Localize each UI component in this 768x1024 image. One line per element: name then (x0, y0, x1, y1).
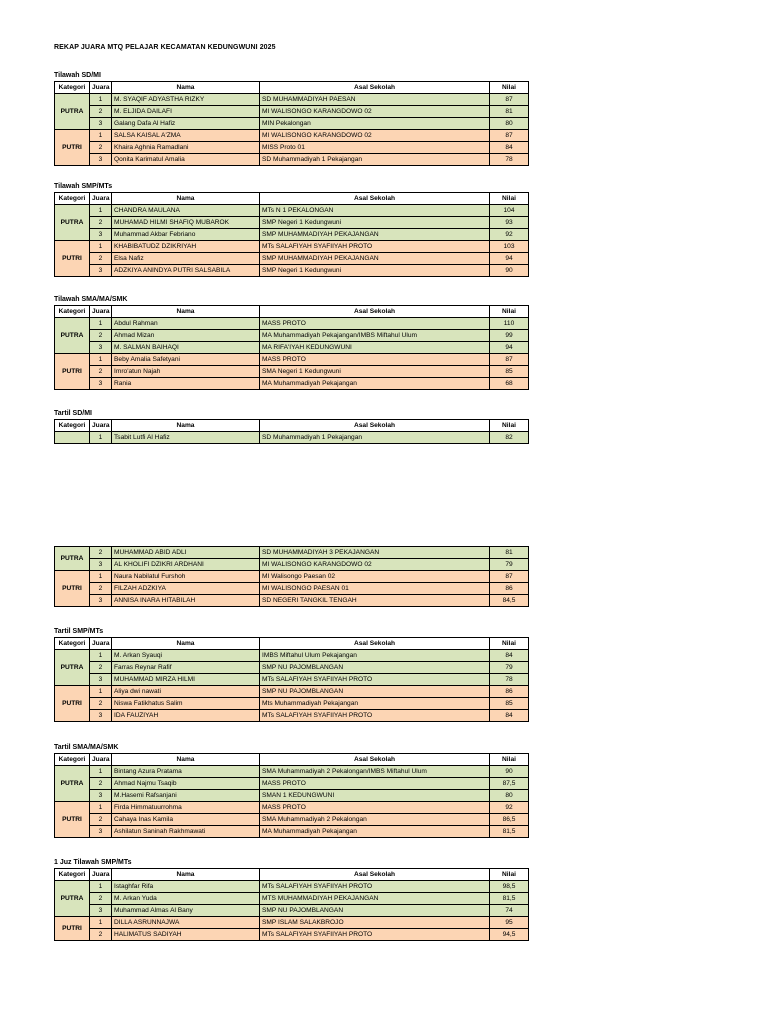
header-nama: Nama (112, 193, 260, 205)
juara-cell: 2 (90, 366, 112, 378)
nilai-cell: 92 (490, 802, 529, 814)
asal-sekolah-cell: SD Muhammadiyah 1 Pekajangan (260, 154, 490, 166)
nama-cell: M.Hasemi Rafsanjani (112, 790, 260, 802)
nama-cell: Imro'atun Najah (112, 366, 260, 378)
table-row (55, 778, 529, 790)
header-nama: Nama (112, 638, 260, 650)
asal-sekolah-cell: MASS PROTO (260, 802, 490, 814)
nilai-cell: 79 (490, 662, 529, 674)
table-row (55, 154, 529, 166)
juara-cell: 3 (90, 674, 112, 686)
table-row (55, 330, 529, 342)
nilai-cell: 84 (490, 710, 529, 722)
juara-cell: 2 (90, 778, 112, 790)
asal-sekolah-cell: MASS PROTO (260, 354, 490, 366)
kategori-cell: PUTRA (55, 766, 90, 802)
table-row (55, 106, 529, 118)
table-row (55, 130, 529, 142)
table-row (55, 929, 529, 941)
nama-cell: Muhammad Almas Al Bany (112, 905, 260, 917)
asal-sekolah-cell: SMP NU PAJOMBLANGAN (260, 905, 490, 917)
juara-cell: 3 (90, 559, 112, 571)
asal-sekolah-cell: SMP ISLAM SALAKBROJO (260, 917, 490, 929)
table-row (55, 917, 529, 929)
juara-cell: 2 (90, 217, 112, 229)
kategori-cell: PUTRI (55, 241, 90, 277)
asal-sekolah-cell: SD Muhammadiyah 1 Pekajangan (260, 432, 490, 444)
nilai-cell: 78 (490, 674, 529, 686)
juara-cell: 3 (90, 710, 112, 722)
table-row (55, 253, 529, 265)
juara-cell: 1 (90, 205, 112, 217)
table-row (55, 571, 529, 583)
nilai-cell: 80 (490, 118, 529, 130)
nama-cell: M. Arkan Yuda (112, 893, 260, 905)
juara-cell: 2 (90, 698, 112, 710)
section-title: Tartil SMP/MTs (54, 628, 104, 635)
table-row (55, 142, 529, 154)
juara-cell: 1 (90, 881, 112, 893)
result-section (54, 857, 528, 941)
juara-cell: 2 (90, 662, 112, 674)
asal-sekolah-cell: MTs N 1 PEKALONGAN (260, 205, 490, 217)
result-section (54, 294, 528, 390)
asal-sekolah-cell: SMP NU PAJOMBLANGAN (260, 662, 490, 674)
result-section (54, 742, 528, 838)
result-section (54, 546, 528, 607)
nama-cell: Cahaya Inas Kamila (112, 814, 260, 826)
table-row (55, 265, 529, 277)
asal-sekolah-cell: MA Muhammadiyah Pekajangan (260, 826, 490, 838)
asal-sekolah-cell: SMP Negeri 1 Kedungwuni (260, 265, 490, 277)
nama-cell: Ahmad Mizan (112, 330, 260, 342)
results-table (54, 192, 529, 277)
table-row (55, 432, 529, 444)
section-title: Tartil SMA/MA/SMK (54, 744, 119, 751)
asal-sekolah-cell: MI WALISONGO PAESAN 01 (260, 583, 490, 595)
section-title: 1 Juz Tilawah SMP/MTs (54, 859, 132, 866)
nilai-cell: 90 (490, 766, 529, 778)
asal-sekolah-cell: SMP NU PAJOMBLANGAN (260, 686, 490, 698)
nilai-cell: 80 (490, 790, 529, 802)
nama-cell: Qonita Karimatul Amalia (112, 154, 260, 166)
juara-cell: 1 (90, 766, 112, 778)
table-header-row (55, 420, 529, 432)
table-row (55, 318, 529, 330)
juara-cell: 1 (90, 432, 112, 444)
nama-cell: KHABIBATUDZ DZIKRIYAH (112, 241, 260, 253)
header-kategori: Kategori (55, 754, 90, 766)
nama-cell: Elsa Nafiz (112, 253, 260, 265)
nama-cell: HALIMATUS SADIYAH (112, 929, 260, 941)
header-nilai: Nilai (490, 869, 529, 881)
asal-sekolah-cell: IMBS Miftahul Ulum Pekajangan (260, 650, 490, 662)
asal-sekolah-cell: MTs SALAFIYAH SYAFIIYAH PROTO (260, 881, 490, 893)
juara-cell: 3 (90, 790, 112, 802)
juara-cell: 2 (90, 253, 112, 265)
header-asal-sekolah: Asal Sekolah (260, 82, 490, 94)
table-row (55, 595, 529, 607)
asal-sekolah-cell: SMA Muhammadiyah 2 Pekalongan (260, 814, 490, 826)
asal-sekolah-cell: Mts Muhammadiyah Pekajangan (260, 698, 490, 710)
header-nama: Nama (112, 82, 260, 94)
asal-sekolah-cell: MA Muhammadiyah Pekajangan (260, 378, 490, 390)
asal-sekolah-cell: MA Muhammadiyah Pekajangan/IMBS Miftahul Ulum (260, 330, 490, 342)
juara-cell: 2 (90, 893, 112, 905)
nilai-cell: 82 (490, 432, 529, 444)
results-table (54, 81, 529, 166)
nama-cell: Abdul Rahman (112, 318, 260, 330)
nama-cell: Firda Himmatuurrohma (112, 802, 260, 814)
nilai-cell: 93 (490, 217, 529, 229)
header-asal-sekolah: Asal Sekolah (260, 754, 490, 766)
nilai-cell: 85 (490, 366, 529, 378)
table-header-row (55, 193, 529, 205)
juara-cell: 1 (90, 917, 112, 929)
nama-cell: Beby Amalia Safetyani (112, 354, 260, 366)
nama-cell: DILLA ASRUNNAJWA (112, 917, 260, 929)
asal-sekolah-cell: SMA Negeri 1 Kedungwuni (260, 366, 490, 378)
nilai-cell: 85 (490, 698, 529, 710)
nilai-cell: 86 (490, 583, 529, 595)
header-juara: Juara (90, 82, 112, 94)
asal-sekolah-cell: MISS Proto 01 (260, 142, 490, 154)
table-row (55, 802, 529, 814)
header-juara: Juara (90, 306, 112, 318)
header-asal-sekolah: Asal Sekolah (260, 638, 490, 650)
header-nilai: Nilai (490, 82, 529, 94)
results-table (54, 546, 529, 607)
section-title: Tilawah SMA/MA/SMK (54, 296, 128, 303)
kategori-cell: PUTRI (55, 354, 90, 390)
juara-cell: 2 (90, 547, 112, 559)
nilai-cell: 94 (490, 253, 529, 265)
kategori-cell (55, 432, 90, 444)
table-header-row (55, 82, 529, 94)
juara-cell: 3 (90, 229, 112, 241)
nama-cell: MUHAMMAD MIRZA HILMI (112, 674, 260, 686)
nama-cell: MUHAMAD HILMI SHAFIQ MUBAROK (112, 217, 260, 229)
nilai-cell: 81,5 (490, 893, 529, 905)
juara-cell: 3 (90, 378, 112, 390)
nilai-cell: 110 (490, 318, 529, 330)
nama-cell: Ashilatun Saninah Rakhmawati (112, 826, 260, 838)
table-row (55, 547, 529, 559)
nama-cell: Galang Dafa Al Hafiz (112, 118, 260, 130)
results-table (54, 419, 529, 444)
table-row (55, 905, 529, 917)
table-row (55, 241, 529, 253)
juara-cell: 3 (90, 595, 112, 607)
nilai-cell: 78 (490, 154, 529, 166)
kategori-cell: PUTRA (55, 881, 90, 917)
nilai-cell: 103 (490, 241, 529, 253)
table-row (55, 583, 529, 595)
kategori-cell: PUTRI (55, 802, 90, 838)
table-row (55, 662, 529, 674)
asal-sekolah-cell: SD MUHAMMADIYAH PAESAN (260, 94, 490, 106)
nilai-cell: 87 (490, 354, 529, 366)
nilai-cell: 79 (490, 559, 529, 571)
header-kategori: Kategori (55, 638, 90, 650)
nama-cell: Niswa Fatikhatus Salim (112, 698, 260, 710)
asal-sekolah-cell: MTs SALAFIYAH SYAFIIYAH PROTO (260, 241, 490, 253)
table-row (55, 205, 529, 217)
header-asal-sekolah: Asal Sekolah (260, 193, 490, 205)
header-kategori: Kategori (55, 193, 90, 205)
table-row (55, 118, 529, 130)
result-section (54, 408, 528, 444)
asal-sekolah-cell: MASS PROTO (260, 778, 490, 790)
juara-cell: 1 (90, 686, 112, 698)
header-nama: Nama (112, 754, 260, 766)
results-table (54, 637, 529, 722)
nilai-cell: 98,5 (490, 881, 529, 893)
nama-cell: ANNISA INARA HITABILAH (112, 595, 260, 607)
header-nama: Nama (112, 869, 260, 881)
juara-cell: 2 (90, 330, 112, 342)
kategori-cell: PUTRI (55, 686, 90, 722)
kategori-cell: PUTRA (55, 547, 90, 571)
juara-cell: 2 (90, 583, 112, 595)
juara-cell: 3 (90, 154, 112, 166)
table-row (55, 366, 529, 378)
table-row (55, 342, 529, 354)
nilai-cell: 87,5 (490, 778, 529, 790)
table-row (55, 814, 529, 826)
section-title: Tilawah SMP/MTs (54, 183, 113, 190)
table-header-row (55, 638, 529, 650)
nilai-cell: 92 (490, 229, 529, 241)
nilai-cell: 87 (490, 94, 529, 106)
table-row (55, 698, 529, 710)
asal-sekolah-cell: MIN Pekalongan (260, 118, 490, 130)
nilai-cell: 84 (490, 650, 529, 662)
nama-cell: Bintang Azura Pratama (112, 766, 260, 778)
kategori-cell: PUTRA (55, 205, 90, 241)
table-row (55, 378, 529, 390)
juara-cell: 1 (90, 130, 112, 142)
juara-cell: 1 (90, 241, 112, 253)
nilai-cell: 84 (490, 142, 529, 154)
juara-cell: 3 (90, 826, 112, 838)
juara-cell: 1 (90, 802, 112, 814)
header-kategori: Kategori (55, 306, 90, 318)
juara-cell: 1 (90, 318, 112, 330)
nilai-cell: 81 (490, 106, 529, 118)
nama-cell: Rania (112, 378, 260, 390)
table-row (55, 650, 529, 662)
asal-sekolah-cell: SD NEGERI TANGKIL TENGAH (260, 595, 490, 607)
nama-cell: Aliya dwi nawati (112, 686, 260, 698)
juara-cell: 2 (90, 929, 112, 941)
table-row (55, 94, 529, 106)
header-juara: Juara (90, 754, 112, 766)
nama-cell: Khaira Aghnia Ramadlani (112, 142, 260, 154)
juara-cell: 3 (90, 342, 112, 354)
table-row (55, 881, 529, 893)
nilai-cell: 104 (490, 205, 529, 217)
asal-sekolah-cell: SMP MUHAMMADIYAH PEKAJANGAN (260, 253, 490, 265)
asal-sekolah-cell: MI Walisongo Paesan 02 (260, 571, 490, 583)
kategori-cell: PUTRA (55, 94, 90, 130)
section-title: Tartil SD/MI (54, 410, 92, 417)
juara-cell: 1 (90, 94, 112, 106)
nama-cell: CHANDRA MAULANA (112, 205, 260, 217)
table-row (55, 710, 529, 722)
nilai-cell: 87 (490, 571, 529, 583)
table-row (55, 790, 529, 802)
nilai-cell: 86,5 (490, 814, 529, 826)
nilai-cell: 95 (490, 917, 529, 929)
kategori-cell: PUTRA (55, 650, 90, 686)
table-header-row (55, 869, 529, 881)
nilai-cell: 90 (490, 265, 529, 277)
nama-cell: M. Arkan Syauqi (112, 650, 260, 662)
nama-cell: Ahmad Najmu Tsaqib (112, 778, 260, 790)
asal-sekolah-cell: MA RIFA'IYAH KEDUNGWUNI (260, 342, 490, 354)
table-row (55, 674, 529, 686)
header-asal-sekolah: Asal Sekolah (260, 420, 490, 432)
kategori-cell: PUTRI (55, 571, 90, 607)
table-row (55, 893, 529, 905)
header-nilai: Nilai (490, 420, 529, 432)
nama-cell: IDA FAUZIYAH (112, 710, 260, 722)
header-juara: Juara (90, 869, 112, 881)
juara-cell: 2 (90, 142, 112, 154)
nama-cell: Istaghfar Rifa (112, 881, 260, 893)
nilai-cell: 68 (490, 378, 529, 390)
nilai-cell: 81,5 (490, 826, 529, 838)
nilai-cell: 81 (490, 547, 529, 559)
header-nilai: Nilai (490, 638, 529, 650)
asal-sekolah-cell: MI WALISONGO KARANGDOWO 02 (260, 559, 490, 571)
nama-cell: Tsabit Lutfi Al Hafiz (112, 432, 260, 444)
nilai-cell: 74 (490, 905, 529, 917)
header-nilai: Nilai (490, 754, 529, 766)
header-kategori: Kategori (55, 82, 90, 94)
header-kategori: Kategori (55, 869, 90, 881)
juara-cell: 1 (90, 571, 112, 583)
nilai-cell: 84,5 (490, 595, 529, 607)
nama-cell: M. SYAQIF ADYASTHA RIZKY (112, 94, 260, 106)
nama-cell: ADZKIYA ANINDYA PUTRI SALSABILA (112, 265, 260, 277)
nama-cell: AL KHOLIFI DZIKRI ARDHANI (112, 559, 260, 571)
asal-sekolah-cell: SMP Negeri 1 Kedungwuni (260, 217, 490, 229)
asal-sekolah-cell: MI WALISONGO KARANGDOWO 02 (260, 130, 490, 142)
nilai-cell: 87 (490, 130, 529, 142)
header-juara: Juara (90, 638, 112, 650)
result-section (54, 626, 528, 722)
nama-cell: SALSA KAISAL A'ZMA (112, 130, 260, 142)
juara-cell: 1 (90, 650, 112, 662)
nilai-cell: 86 (490, 686, 529, 698)
asal-sekolah-cell: SMA Muhammadiyah 2 Pekalongan/IMBS Miftahul Ulum (260, 766, 490, 778)
nama-cell: M. SALMAN BAIHAQI (112, 342, 260, 354)
table-row (55, 229, 529, 241)
asal-sekolah-cell: MTS MUHAMMADIYAH PEKAJANGAN (260, 893, 490, 905)
table-header-row (55, 306, 529, 318)
results-table (54, 868, 529, 941)
nama-cell: Muhammad Akbar Febriano (112, 229, 260, 241)
header-kategori: Kategori (55, 420, 90, 432)
document-title: REKAP JUARA MTQ PELAJAR KECAMATAN KEDUNGWUNI 2025 (54, 44, 276, 51)
nama-cell: Naura Nabilatul Furshoh (112, 571, 260, 583)
juara-cell: 2 (90, 814, 112, 826)
table-row (55, 826, 529, 838)
header-nilai: Nilai (490, 306, 529, 318)
nama-cell: MUHAMMAD ABID ADLI (112, 547, 260, 559)
kategori-cell: PUTRI (55, 917, 90, 941)
nilai-cell: 94,5 (490, 929, 529, 941)
juara-cell: 3 (90, 905, 112, 917)
header-juara: Juara (90, 420, 112, 432)
header-nama: Nama (112, 306, 260, 318)
table-row (55, 354, 529, 366)
asal-sekolah-cell: MTs SALAFIYAH SYAFIIYAH PROTO (260, 710, 490, 722)
results-table (54, 753, 529, 838)
table-row (55, 766, 529, 778)
juara-cell: 1 (90, 354, 112, 366)
asal-sekolah-cell: MI WALISONGO KARANGDOWO 02 (260, 106, 490, 118)
asal-sekolah-cell: MASS PROTO (260, 318, 490, 330)
asal-sekolah-cell: SMAN 1 KEDUNGWUNI (260, 790, 490, 802)
table-row (55, 217, 529, 229)
nama-cell: M. ELJIDA DAILAFI (112, 106, 260, 118)
section-title: Tilawah SD/MI (54, 72, 101, 79)
asal-sekolah-cell: MTs SALAFIYAH SYAFIIYAH PROTO (260, 674, 490, 686)
result-section (54, 70, 528, 166)
header-nilai: Nilai (490, 193, 529, 205)
asal-sekolah-cell: MTs SALAFIYAH SYAFIIYAH PROTO (260, 929, 490, 941)
kategori-cell: PUTRA (55, 318, 90, 354)
header-asal-sekolah: Asal Sekolah (260, 869, 490, 881)
table-row (55, 686, 529, 698)
juara-cell: 3 (90, 265, 112, 277)
asal-sekolah-cell: SD MUHAMMADIYAH 3 PEKAJANGAN (260, 547, 490, 559)
juara-cell: 3 (90, 118, 112, 130)
results-table (54, 305, 529, 390)
juara-cell: 2 (90, 106, 112, 118)
header-nama: Nama (112, 420, 260, 432)
nama-cell: FILZAH ADZKIYA (112, 583, 260, 595)
result-section (54, 181, 528, 277)
header-asal-sekolah: Asal Sekolah (260, 306, 490, 318)
nilai-cell: 99 (490, 330, 529, 342)
kategori-cell: PUTRI (55, 130, 90, 166)
table-header-row (55, 754, 529, 766)
table-row (55, 559, 529, 571)
asal-sekolah-cell: SMP MUHAMMADIYAH PEKAJANGAN (260, 229, 490, 241)
header-juara: Juara (90, 193, 112, 205)
nama-cell: Farras Reynar Rafif (112, 662, 260, 674)
nilai-cell: 94 (490, 342, 529, 354)
